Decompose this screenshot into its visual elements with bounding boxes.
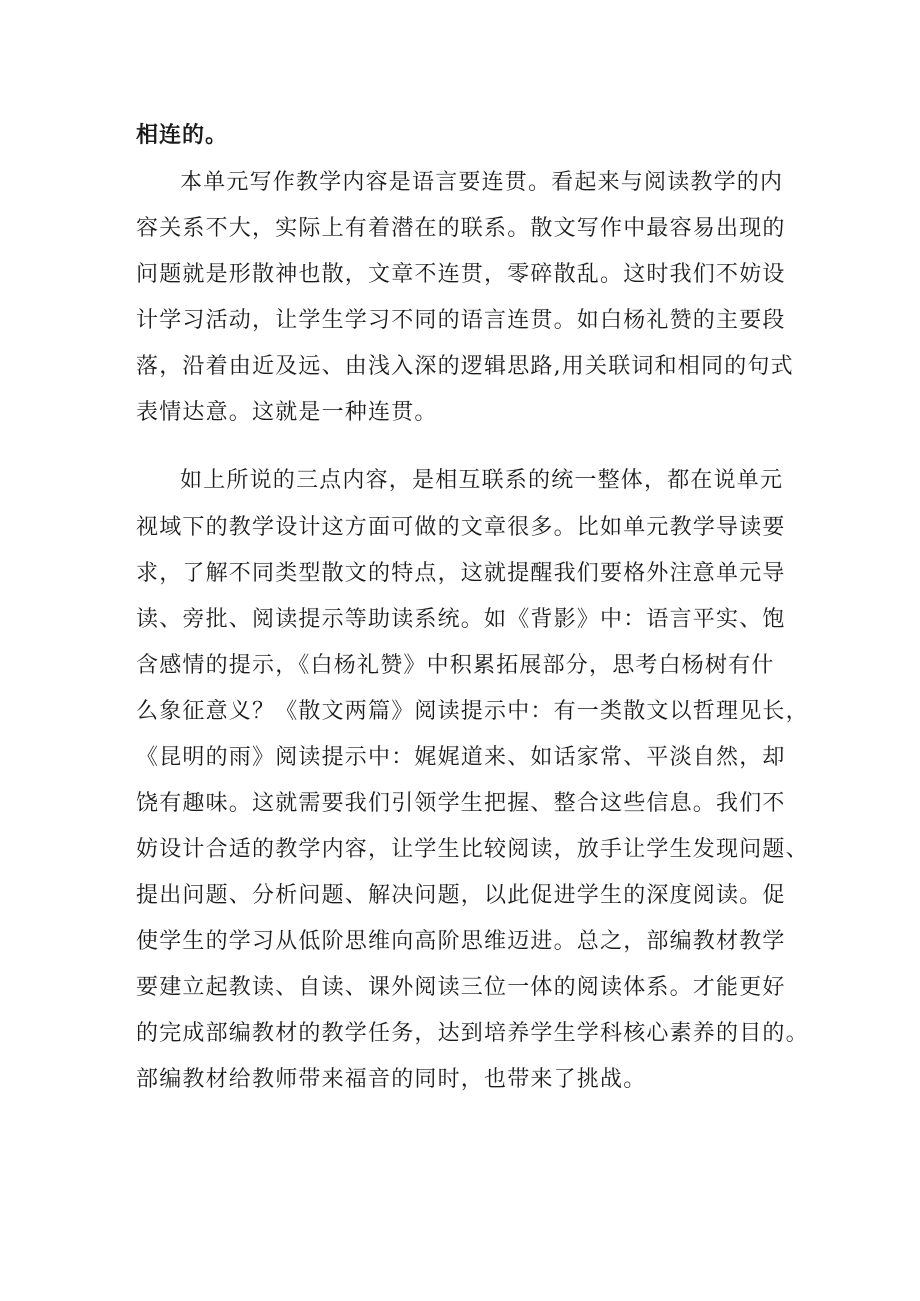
text-line-13: 么象征意义？《散文两篇》阅读提示中：有一类散文以哲理见长，: [136, 699, 809, 724]
text-line-18: 使学生的学习从低阶思维向高阶思维迈进。总之，部编教材教学: [136, 929, 786, 954]
text-line-7: 表情达意。这就是一种连贯。: [136, 400, 438, 425]
text-line-3: 容关系不大，实际上有着潜在的联系。散文写作中最容易出现的: [136, 216, 786, 241]
text-line-19: 要建立起教读、自读、课外阅读三位一体的阅读体系。才能更好: [136, 975, 786, 1000]
text-line-11: 读、旁批、阅读提示等助读系统。如《背影》中：语言平实、饱: [136, 607, 786, 632]
text-line-2: 本单元写作教学内容是语言要连贯。看起来与阅读教学的内: [180, 170, 784, 195]
text-line-12: 含感情的提示，《白杨礼赞》中积累拓展部分，思考白杨树有什: [136, 653, 775, 678]
text-line-5: 计学习活动，让学生学习不同的语言连贯。如白杨礼赞的主要段: [136, 308, 786, 333]
text-line-6: 落，沿着由近及远、由浅入深的逻辑思路,用关联词和相同的句式: [136, 354, 794, 379]
text-line-4: 问题就是形散神也散，文章不连贯，零碎散乱。这时我们不妨设: [136, 262, 786, 287]
text-line-21: 部编教材给教师带来福音的同时，也带来了挑战。: [136, 1067, 647, 1092]
text-line-8: 如上所说的三点内容，是相互联系的统一整体，都在说单元: [180, 468, 784, 493]
text-line-16: 妨设计合适的教学内容，让学生比较阅读，放手让学生发现问题、: [136, 837, 809, 862]
text-line-10: 求，了解不同类型散文的特点，这就提醒我们要格外注意单元导: [136, 561, 786, 586]
text-line-20: 的完成部编教材的教学任务，达到培养学生学科核心素养的目的。: [136, 1021, 809, 1046]
text-line-14: 《昆明的雨》阅读提示中：娓娓道来、如话家常、平淡自然，却: [136, 745, 786, 770]
text-line-9: 视域下的教学设计这方面可做的文章很多。比如单元教学导读要: [136, 515, 786, 540]
text-line-1: 相连的。: [136, 123, 229, 148]
text-line-15: 饶有趣味。这就需要我们引领学生把握、整合这些信息。我们不: [136, 791, 786, 816]
text-line-17: 提出问题、分析问题、解决问题，以此促进学生的深度阅读。促: [136, 883, 786, 908]
